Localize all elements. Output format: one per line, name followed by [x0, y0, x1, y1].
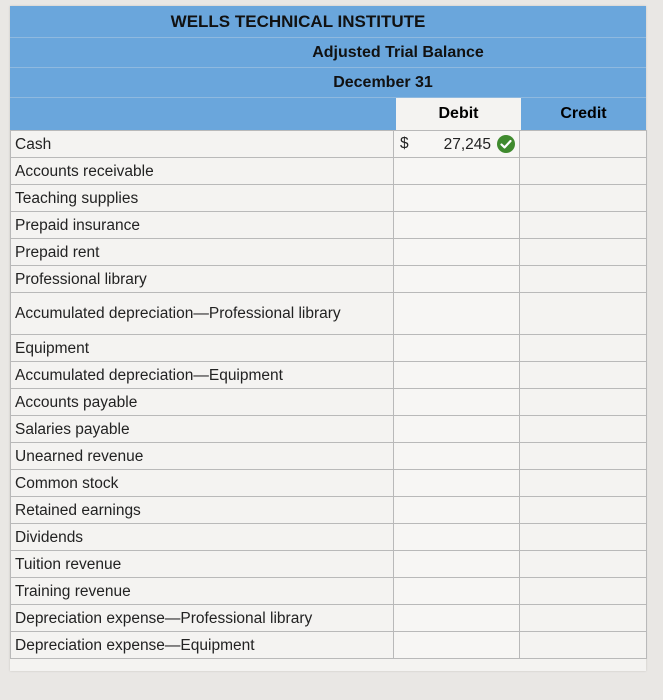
report-date-header [10, 68, 646, 98]
debit-input[interactable] [394, 212, 520, 239]
company-name-header [10, 6, 646, 38]
account-name: Prepaid insurance [11, 212, 394, 239]
account-name: Prepaid rent [11, 239, 394, 266]
table-row [11, 470, 647, 497]
account-name: Salaries payable [11, 416, 394, 443]
credit-input[interactable] [520, 605, 647, 632]
account-name: Dividends [11, 524, 394, 551]
credit-input[interactable] [520, 416, 647, 443]
trial-balance-table [10, 130, 647, 659]
debit-input[interactable] [394, 497, 520, 524]
table-row [11, 389, 647, 416]
debit-input[interactable] [394, 362, 520, 389]
account-name: Retained earnings [11, 497, 394, 524]
company-name: WELLS TECHNICAL INSTITUTE [170, 11, 426, 31]
debit-input[interactable] [394, 389, 520, 416]
account-name: Depreciation expense—Professional library [11, 605, 394, 632]
debit-input[interactable] [394, 416, 520, 443]
table-row [11, 266, 647, 293]
table-row [11, 497, 647, 524]
debit-input[interactable] [394, 293, 520, 335]
account-name: Tuition revenue [11, 551, 394, 578]
table-row [11, 551, 647, 578]
account-name: Cash [11, 131, 394, 158]
credit-input[interactable] [520, 362, 647, 389]
debit-input[interactable] [394, 605, 520, 632]
table-row [11, 632, 647, 659]
account-name: Accounts payable [11, 389, 394, 416]
debit-input[interactable] [394, 524, 520, 551]
table-row [11, 362, 647, 389]
report-date: December 31 [333, 73, 433, 91]
credit-input[interactable] [520, 185, 647, 212]
account-name: Unearned revenue [11, 443, 394, 470]
debit-input[interactable] [394, 158, 520, 185]
credit-input[interactable] [520, 158, 647, 185]
table-row [11, 185, 647, 212]
credit-input[interactable] [520, 497, 647, 524]
table-row [11, 239, 647, 266]
account-name: Accumulated depreciation—Professional library [11, 293, 394, 335]
account-name: Accumulated depreciation—Equipment [11, 362, 394, 389]
table-row [11, 335, 647, 362]
debit-input[interactable] [394, 443, 520, 470]
table-row [11, 605, 647, 632]
account-name: Professional library [11, 266, 394, 293]
account-name: Accounts receivable [11, 158, 394, 185]
credit-input[interactable] [520, 470, 647, 497]
debit-input[interactable] [394, 266, 520, 293]
debit-input[interactable] [394, 470, 520, 497]
table-row [11, 212, 647, 239]
credit-input[interactable] [520, 389, 647, 416]
credit-input[interactable] [520, 266, 647, 293]
debit-input[interactable] [394, 335, 520, 362]
account-name: Depreciation expense—Equipment [11, 632, 394, 659]
debit-input[interactable] [394, 239, 520, 266]
credit-input[interactable] [520, 632, 647, 659]
dollar-sign: $ [400, 135, 409, 152]
debit-input[interactable] [394, 131, 520, 158]
credit-column-header: Credit [560, 105, 607, 122]
debit-input[interactable] [394, 632, 520, 659]
credit-input[interactable] [520, 524, 647, 551]
credit-input[interactable] [520, 293, 647, 335]
debit-column-header: Debit [396, 98, 521, 130]
trial-balance-sheet [10, 6, 646, 671]
check-circle-icon [497, 135, 515, 153]
debit-input[interactable] [394, 551, 520, 578]
report-title-header [10, 38, 646, 68]
credit-input[interactable] [520, 131, 647, 158]
debit-input[interactable] [394, 185, 520, 212]
table-row [11, 131, 647, 158]
report-title: Adjusted Trial Balance [312, 43, 484, 61]
account-name: Teaching supplies [11, 185, 394, 212]
table-row [11, 293, 647, 335]
column-header-row [10, 98, 646, 130]
account-name: Training revenue [11, 578, 394, 605]
table-row [11, 416, 647, 443]
account-name: Equipment [11, 335, 394, 362]
account-name: Common stock [11, 470, 394, 497]
credit-input[interactable] [520, 335, 647, 362]
table-row [11, 524, 647, 551]
credit-input[interactable] [520, 239, 647, 266]
table-row [11, 578, 647, 605]
credit-input[interactable] [520, 551, 647, 578]
credit-input[interactable] [520, 212, 647, 239]
debit-input[interactable] [394, 578, 520, 605]
table-row [11, 443, 647, 470]
credit-input[interactable] [520, 578, 647, 605]
debit-value: 27,245 [443, 135, 491, 153]
table-row [11, 158, 647, 185]
credit-input[interactable] [520, 443, 647, 470]
